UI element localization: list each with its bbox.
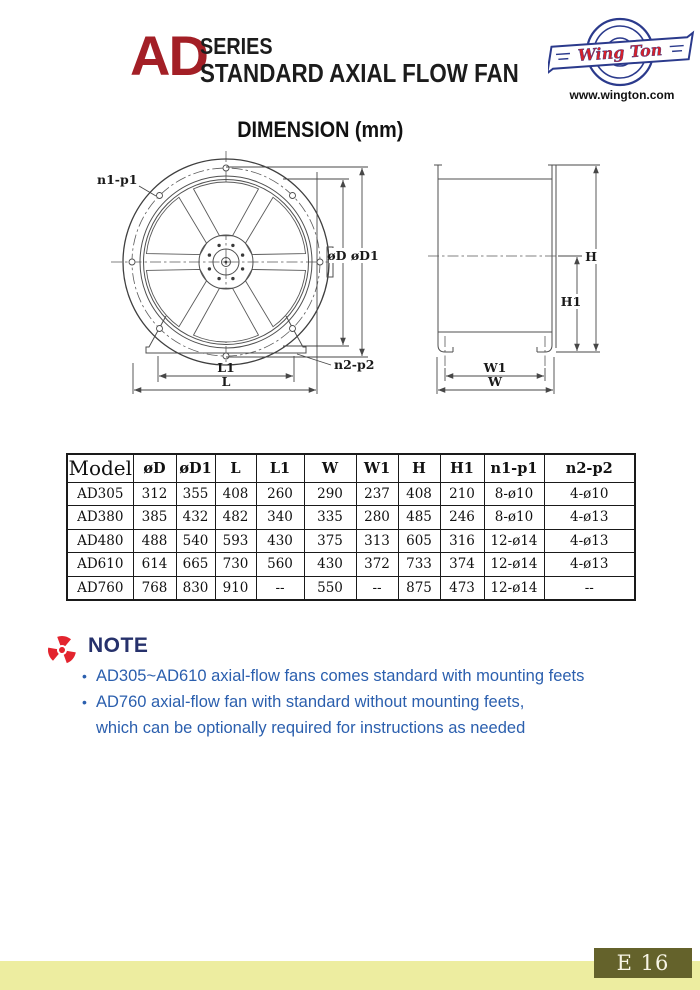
value-cell: 313 bbox=[356, 529, 398, 553]
value-cell: 540 bbox=[176, 529, 215, 553]
model-cell: AD480 bbox=[67, 529, 133, 553]
side-view bbox=[428, 165, 601, 394]
value-cell: 593 bbox=[215, 529, 256, 553]
value-cell: 408 bbox=[215, 482, 256, 506]
value-cell: 485 bbox=[398, 506, 440, 530]
logo-banner bbox=[548, 33, 695, 73]
note-bullet-text: AD760 axial-flow fan with standard without mounting feets, bbox=[96, 693, 525, 711]
value-cell: 473 bbox=[440, 576, 484, 600]
value-cell: 733 bbox=[398, 553, 440, 577]
model-cell: AD380 bbox=[67, 506, 133, 530]
table-row bbox=[67, 576, 635, 600]
model-cell: AD305 bbox=[67, 482, 133, 506]
dim-label-h1: H1 bbox=[560, 294, 582, 309]
value-cell: -- bbox=[356, 576, 398, 600]
note-continuation: which can be optionally required for instructions as needed bbox=[96, 719, 526, 737]
brand-logo-icon bbox=[548, 8, 696, 92]
model-cell: AD610 bbox=[67, 553, 133, 577]
value-cell: 372 bbox=[356, 553, 398, 577]
table-header-cell: W bbox=[304, 454, 356, 482]
note-bullet bbox=[82, 663, 642, 689]
series-code: AD bbox=[130, 24, 207, 87]
front-view bbox=[97, 151, 379, 394]
dim-label-n2p2: n2-p2 bbox=[334, 357, 375, 372]
note-bullet bbox=[82, 689, 642, 715]
table-header-cell: n2-p2 bbox=[544, 454, 635, 482]
value-cell: 875 bbox=[398, 576, 440, 600]
value-cell: 12-ø14 bbox=[484, 576, 544, 600]
value-cell: 605 bbox=[398, 529, 440, 553]
brand-website: www.wington.com bbox=[569, 88, 675, 102]
value-cell: 768 bbox=[133, 576, 176, 600]
value-cell: 408 bbox=[398, 482, 440, 506]
dimension-drawing bbox=[0, 140, 700, 430]
value-cell: 355 bbox=[176, 482, 215, 506]
value-cell: 316 bbox=[440, 529, 484, 553]
table-header-cell: H1 bbox=[440, 454, 484, 482]
value-cell: 614 bbox=[133, 553, 176, 577]
table-row bbox=[67, 529, 635, 553]
note-heading: NOTE bbox=[88, 634, 149, 657]
value-cell: -- bbox=[544, 576, 635, 600]
value-cell: 312 bbox=[133, 482, 176, 506]
brand-name: Wing Ton bbox=[577, 40, 663, 65]
value-cell: 210 bbox=[440, 482, 484, 506]
dim-label-w1: W1 bbox=[483, 360, 507, 375]
value-cell: 482 bbox=[215, 506, 256, 530]
value-cell: 4-ø13 bbox=[544, 553, 635, 577]
value-cell: 560 bbox=[256, 553, 304, 577]
dim-label-l1: L1 bbox=[217, 360, 235, 375]
bullet-icon: • bbox=[82, 668, 87, 684]
table-header-cell: øD1 bbox=[176, 454, 215, 482]
dim-label-h: H bbox=[585, 249, 597, 264]
table-header-cell: øD bbox=[133, 454, 176, 482]
series-label: SERIES bbox=[200, 33, 273, 59]
value-cell: 8-ø10 bbox=[484, 482, 544, 506]
note-list bbox=[82, 663, 642, 741]
value-cell: 260 bbox=[256, 482, 304, 506]
dim-label-n1p1: n1-p1 bbox=[97, 172, 138, 187]
value-cell: 4-ø13 bbox=[544, 506, 635, 530]
value-cell: 4-ø10 bbox=[544, 482, 635, 506]
value-cell: 432 bbox=[176, 506, 215, 530]
value-cell: 430 bbox=[256, 529, 304, 553]
page-number-badge: E 16 bbox=[594, 948, 692, 978]
table-header-cell: L bbox=[215, 454, 256, 482]
table-header-cell: Model bbox=[67, 454, 133, 482]
value-cell: 910 bbox=[215, 576, 256, 600]
page-title: STANDARD AXIAL FLOW FAN bbox=[200, 58, 519, 88]
dimension-table bbox=[66, 453, 636, 601]
value-cell: 246 bbox=[440, 506, 484, 530]
table-header-row bbox=[67, 454, 635, 482]
value-cell: 280 bbox=[356, 506, 398, 530]
table-header-cell: L1 bbox=[256, 454, 304, 482]
table-header-cell: H bbox=[398, 454, 440, 482]
value-cell: 665 bbox=[176, 553, 215, 577]
value-cell: 4-ø13 bbox=[544, 529, 635, 553]
section-title: DIMENSION (mm) bbox=[236, 117, 404, 142]
fan-trefoil-icon bbox=[46, 633, 78, 665]
value-cell: 730 bbox=[215, 553, 256, 577]
dim-label-od-od1: øD øD1 bbox=[327, 248, 379, 263]
dim-label-l: L bbox=[221, 374, 231, 389]
value-cell: -- bbox=[256, 576, 304, 600]
table-row bbox=[67, 553, 635, 577]
value-cell: 830 bbox=[176, 576, 215, 600]
value-cell: 340 bbox=[256, 506, 304, 530]
table-header-cell: W1 bbox=[356, 454, 398, 482]
value-cell: 12-ø14 bbox=[484, 529, 544, 553]
bullet-icon: • bbox=[82, 694, 87, 710]
value-cell: 550 bbox=[304, 576, 356, 600]
table-row bbox=[67, 506, 635, 530]
value-cell: 335 bbox=[304, 506, 356, 530]
table-header-cell: n1-p1 bbox=[484, 454, 544, 482]
model-cell: AD760 bbox=[67, 576, 133, 600]
value-cell: 385 bbox=[133, 506, 176, 530]
value-cell: 237 bbox=[356, 482, 398, 506]
note-bullet-text: AD305~AD610 axial-flow fans comes standard with mounting feets bbox=[96, 667, 585, 685]
value-cell: 430 bbox=[304, 553, 356, 577]
value-cell: 375 bbox=[304, 529, 356, 553]
value-cell: 488 bbox=[133, 529, 176, 553]
value-cell: 12-ø14 bbox=[484, 553, 544, 577]
table-row bbox=[67, 482, 635, 506]
dim-label-w: W bbox=[487, 374, 503, 389]
value-cell: 8-ø10 bbox=[484, 506, 544, 530]
value-cell: 290 bbox=[304, 482, 356, 506]
value-cell: 374 bbox=[440, 553, 484, 577]
